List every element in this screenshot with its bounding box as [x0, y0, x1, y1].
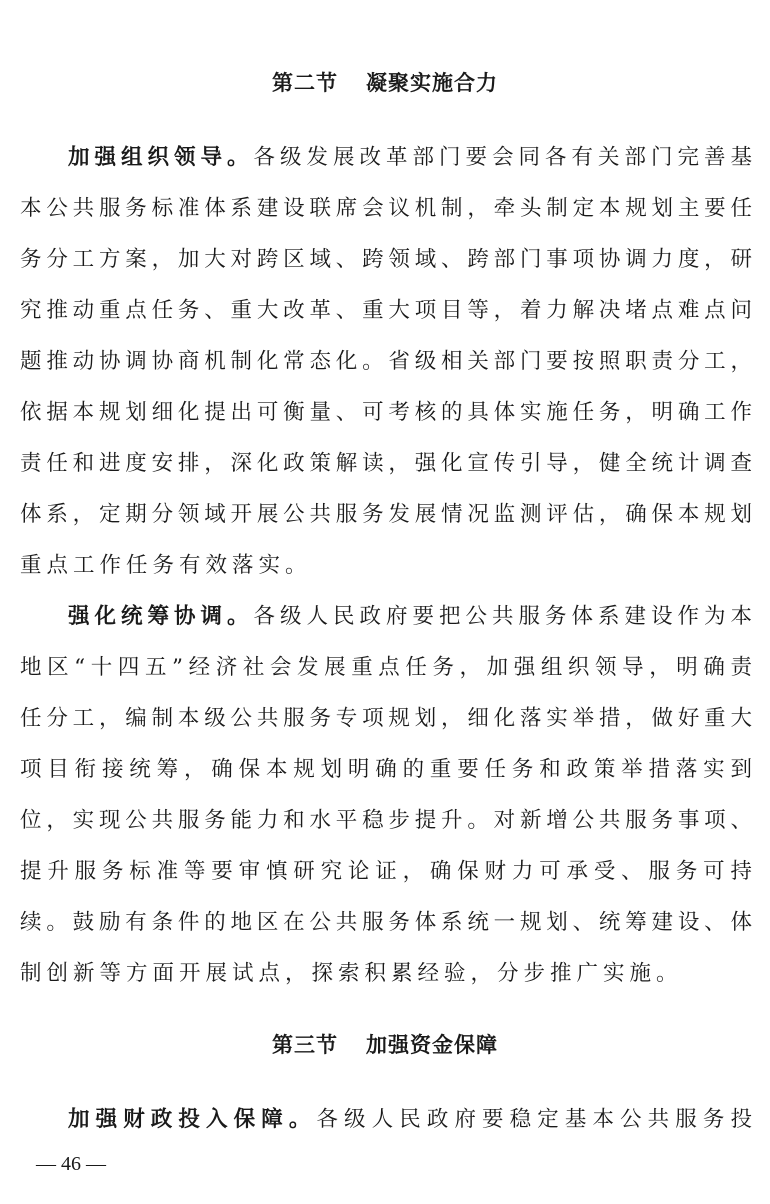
paragraph-line: 地区“十四五”经济社会发展重点任务，加强组织领导，明确责: [20, 655, 752, 680]
section-heading-3: [0, 1030, 770, 1060]
section-number: 第二节: [272, 71, 338, 95]
paragraph-line: [68, 143, 752, 173]
paragraph-line: 重点工作任务有效落实。: [20, 553, 312, 578]
paragraph-line: 项目衔接统筹，确保本规划明确的重要任务和政策举措落实到: [20, 757, 752, 782]
paragraph-line: [68, 1105, 752, 1135]
paragraph-line: 提升服务标准等要审慎研究论证，确保财力可承受、服务可持: [20, 859, 752, 884]
paragraph-line: 位，实现公共服务能力和水平稳步提升。对新增公共服务事项、: [20, 808, 752, 833]
paragraph-line: 责任和进度安排，深化政策解读，强化宣传引导，健全统计调查: [20, 451, 752, 476]
paragraph-line: 依据本规划细化提出可衡量、可考核的具体实施任务，明确工作: [20, 400, 752, 425]
paragraph-line: 任分工，编制本级公共服务专项规划，细化落实举措，做好重大: [20, 706, 752, 731]
paragraph-line: [68, 602, 752, 632]
paragraph-line: 本公共服务标准体系建设联席会议机制，牵头制定本规划主要任: [20, 196, 752, 221]
paragraph-lead: 加强财政投入保障。: [68, 1107, 317, 1132]
paragraph-line: 题推动协调协商机制化常态化。省级相关部门要按照职责分工，: [20, 349, 752, 374]
paragraph-text: 各级人民政府要稳定基本公共服务投: [316, 1107, 752, 1132]
paragraph-lead: 强化统筹协调。: [68, 604, 254, 629]
paragraph-line: 务分工方案，加大对跨区域、跨领域、跨部门事项协调力度，研: [20, 247, 752, 272]
section-heading-2: [0, 68, 770, 98]
section-title: 加强资金保障: [366, 1033, 498, 1057]
paragraph-line: 究推动重点任务、重大改革、重大项目等，着力解决堵点难点问: [20, 298, 752, 323]
page-number: — 46 —: [36, 1153, 106, 1175]
section-title: 凝聚实施合力: [366, 71, 498, 95]
paragraph-line: 体系，定期分领域开展公共服务发展情况监测评估，确保本规划: [20, 502, 752, 527]
paragraph-text: 各级发展改革部门要会同各有关部门完善基: [253, 145, 752, 170]
paragraph-line: 续。鼓励有条件的地区在公共服务体系统一规划、统筹建设、体: [20, 910, 752, 935]
paragraph-line: 制创新等方面开展试点，探索积累经验，分步推广实施。: [20, 961, 683, 986]
section-number: 第三节: [272, 1033, 338, 1057]
paragraph-text: 各级人民政府要把公共服务体系建设作为本: [253, 604, 752, 629]
paragraph-lead: 加强组织领导。: [68, 145, 254, 170]
